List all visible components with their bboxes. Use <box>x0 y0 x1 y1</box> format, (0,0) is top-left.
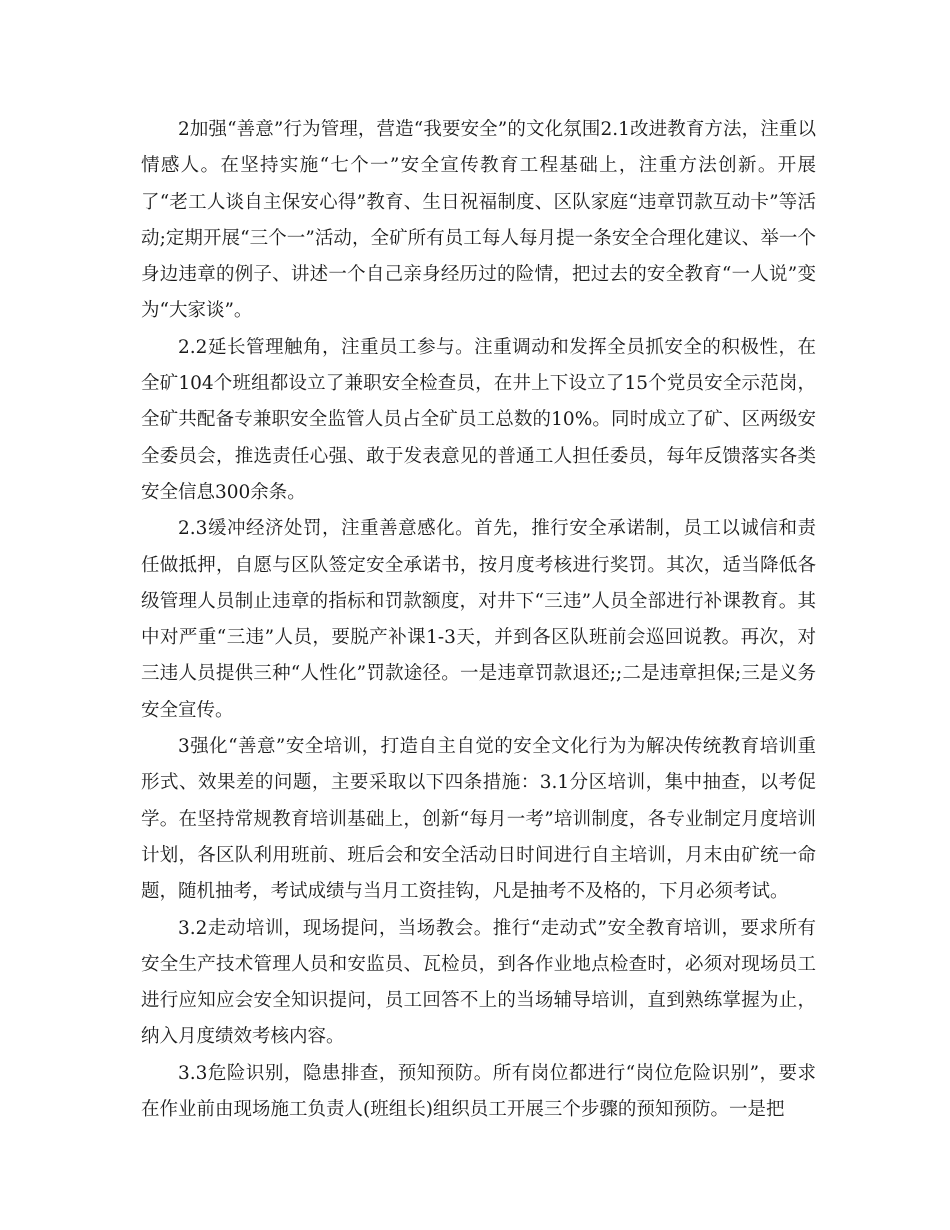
paragraph-2-2-participation: 2.2延长管理触角，注重员工参与。注重调动和发挥全员抓安全的积极性，在全矿104个班组都设立了兼职安全检查员，在井上下设立了15个党员安全示范岗，全矿共配备专兼职安全监管人员占全矿员工总数的10%。同时成立了矿、区两级安全委员会，推选责任心强、敢于发表意见的普通工人担任委员，每年反馈落实各类安全信息300余条。 <box>141 336 816 503</box>
paragraph-3-2-walking-training: 3.2走动培训，现场提问，当场教会。推行“走动式”安全教育培训，要求所有安全生产技术管理人员和安监员、瓦检员，到各作业地点检查时，必须对现场员工进行应知应会安全知识提问，员工回答不上的当场辅导培训，直到熟练掌握为止，纳入月度绩效考核内容。 <box>141 917 816 1048</box>
paragraph-2-3-penalty: 2.3缓冲经济处罚，注重善意感化。首先，推行安全承诺制，员工以诚信和责任做抵押，自愿与区队签定安全承诺书，按月度考核进行奖罚。其次，适当降低各级管理人员制止违章的指标和罚款额度，对井下“三违”人员全部进行补课教育。其中对严重“三违”人员，要脱产补课1-3天，并到各区队班前会巡回说教。再次，对三违人员提供三种“人性化”罚款途径。一是违章罚款退还;;二是违章担保;三是义务安全宣传。 <box>141 518 816 721</box>
document-body <box>141 112 816 1128</box>
paragraph-3-3-hazard-identification: 3.3危险识别，隐患排查，预知预防。所有岗位都进行“岗位危险识别”，要求在作业前由现场施工负责人(班组长)组织员工开展三个步骤的预知预防。一是把 <box>141 1062 816 1121</box>
paragraph-3-training: 3强化“善意”安全培训，打造自主自觉的安全文化行为为解决传统教育培训重形式、效果差的问题，主要采取以下四条措施：3.1分区培训，集中抽查，以考促学。在坚持常规教育培训基础上，创新“每月一考”培训制度，各专业制定月度培训计划，各区队利用班前、班后会和安全活动日时间进行自主培训，月末由矿统一命题，随机抽考，考试成绩与当月工资挂钩，凡是抽考不及格的，下月必须考试。 <box>141 736 816 903</box>
paragraph-2-culture: 2加强“善意”行为管理，营造“我要安全”的文化氛围2.1改进教育方法，注重以情感人。在坚持实施“七个一”安全宣传教育工程基础上，注重方法创新。开展了“老工人谈自主保安心得”教育、生日祝福制度、区队家庭“违章罚款互动卡”等活动;定期开展“三个一”活动，全矿所有员工每人每月提一条安全合理化建议、举一个身边违章的例子、讲述一个自己亲身经历过的险情，把过去的安全教育“一人说”变为“大家谈”。 <box>141 119 816 322</box>
